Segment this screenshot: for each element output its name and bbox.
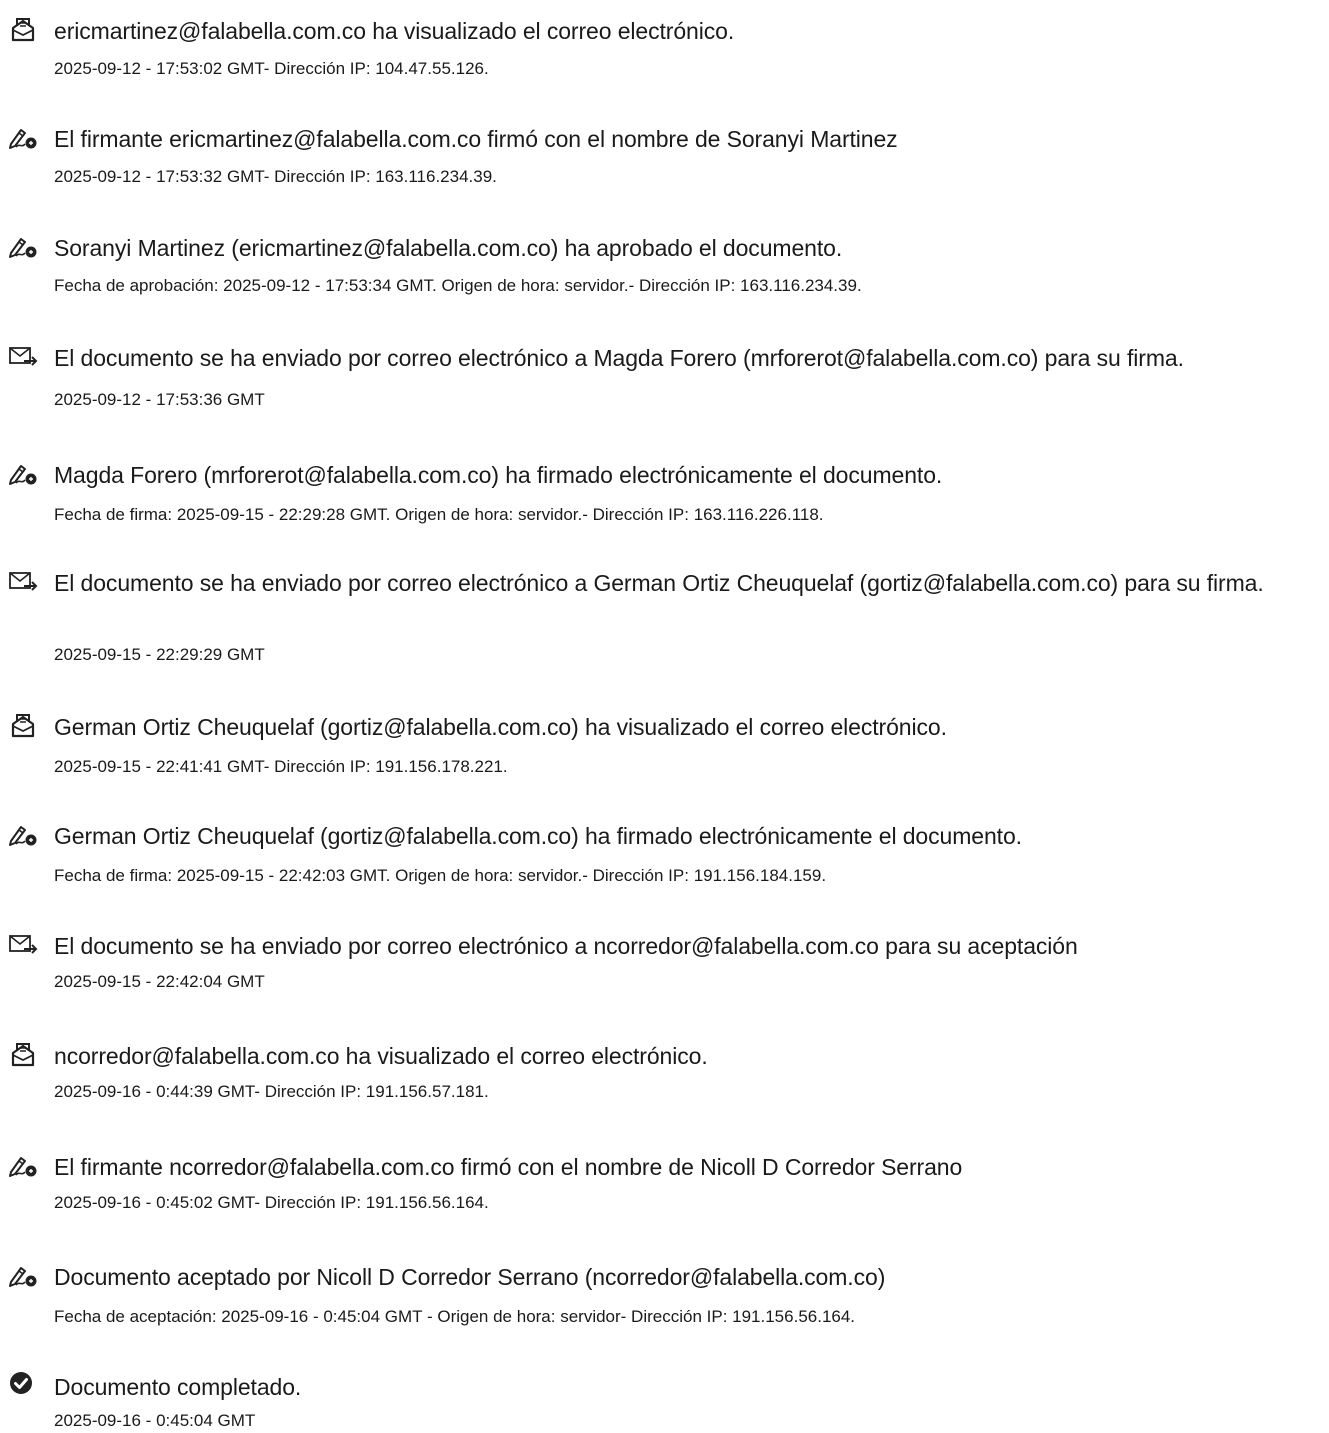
event-detail: 2025-09-15 - 22:41:41 GMT- Dirección IP: 191.156.178.221.	[54, 757, 508, 776]
email-send-icon	[6, 568, 40, 594]
event-description: El firmante ncorredor@falabella.com.co firmó con el nombre de Nicoll D Corredor Serrano	[54, 1154, 963, 1180]
event-detail: 2025-09-15 - 22:29:29 GMT	[54, 645, 265, 664]
envelope-open-icon	[6, 712, 40, 738]
event-detail: 2025-09-16 - 0:45:04 GMT	[54, 1411, 256, 1430]
email-send-icon	[6, 931, 40, 957]
event-description: Magda Forero (mrforerot@falabella.com.co) ha firmado electrónicamente el documento.	[54, 462, 943, 488]
signature-pen-icon	[6, 1152, 40, 1178]
event-description: El documento se ha enviado por correo electrónico a ncorredor@falabella.com.co para su aceptación	[54, 933, 1078, 959]
event-description: German Ortiz Cheuquelaf (gortiz@falabella.com.co) ha firmado electrónicamente el documento.	[54, 823, 1022, 849]
event-description: Soranyi Martinez (ericmartinez@falabella.com.co) ha aprobado el documento.	[54, 235, 843, 261]
signature-pen-icon	[6, 821, 40, 847]
event-detail: 2025-09-12 - 17:53:36 GMT	[54, 390, 265, 409]
envelope-open-icon	[6, 16, 40, 42]
event-description: Documento aceptado por Nicoll D Corredor Serrano (ncorredor@falabella.com.co)	[54, 1264, 886, 1290]
signature-pen-icon	[6, 233, 40, 259]
event-detail: Fecha de firma: 2025-09-15 - 22:42:03 GMT. Origen de hora: servidor.- Dirección IP: 191.156.184.159.	[54, 866, 827, 885]
event-detail: Fecha de aceptación: 2025-09-16 - 0:45:04 GMT - Origen de hora: servidor- Dirección IP: 191.156.56.164.	[54, 1307, 856, 1326]
envelope-open-icon	[6, 1041, 40, 1067]
event-description: El documento se ha enviado por correo electrónico a Magda Forero (mrforerot@falabella.com.co) para su firma.	[54, 345, 1184, 371]
event-description: ericmartinez@falabella.com.co ha visualizado el correo electrónico.	[54, 18, 735, 44]
event-detail: Fecha de firma: 2025-09-15 - 22:29:28 GMT. Origen de hora: servidor.- Dirección IP: 163.116.226.118.	[54, 505, 824, 524]
signature-pen-icon	[6, 124, 40, 150]
email-send-icon	[6, 343, 40, 369]
event-description: Documento completado.	[54, 1374, 302, 1400]
event-description: German Ortiz Cheuquelaf (gortiz@falabella.com.co) ha visualizado el correo electrónico.	[54, 714, 947, 740]
event-detail: 2025-09-12 - 17:53:32 GMT- Dirección IP: 163.116.234.39.	[54, 167, 497, 186]
event-detail: 2025-09-15 - 22:42:04 GMT	[54, 972, 265, 991]
event-description: El documento se ha enviado por correo electrónico a German Ortiz Cheuquelaf (gortiz@falabella.com.co) para su firma.	[54, 570, 1264, 596]
event-description: El firmante ericmartinez@falabella.com.co firmó con el nombre de Soranyi Martinez	[54, 126, 898, 152]
event-detail: 2025-09-12 - 17:53:02 GMT- Dirección IP: 104.47.55.126.	[54, 59, 489, 78]
signature-pen-icon	[6, 460, 40, 486]
event-detail: 2025-09-16 - 0:44:39 GMT- Dirección IP: 191.156.57.181.	[54, 1082, 489, 1101]
check-circle-icon	[6, 1372, 40, 1398]
event-detail: 2025-09-16 - 0:45:02 GMT- Dirección IP: 191.156.56.164.	[54, 1193, 489, 1212]
event-detail: Fecha de aprobación: 2025-09-12 - 17:53:34 GMT. Origen de hora: servidor.- Dirección IP: 163.116.234.39.	[54, 276, 862, 295]
event-description: ncorredor@falabella.com.co ha visualizado el correo electrónico.	[54, 1043, 708, 1069]
signature-pen-icon	[6, 1262, 40, 1288]
